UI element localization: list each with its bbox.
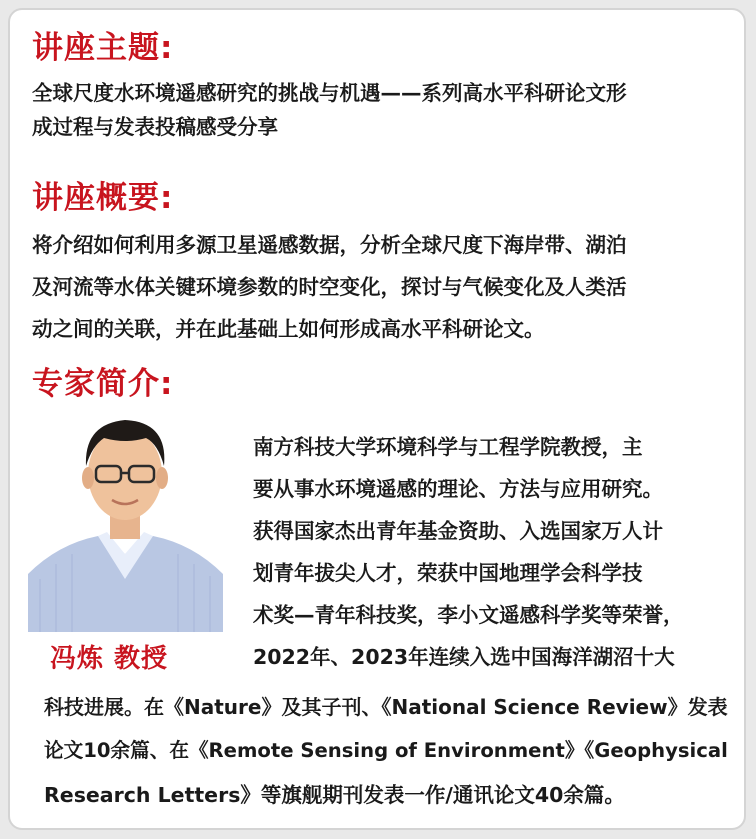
bio-bottom-line-2: 论文10余篇、在《Remote Sensing of Environment》《Geophysical xyxy=(44,739,728,762)
bio-line-6: 2022年、2023年连续入选中国海洋湖沼十大 xyxy=(253,645,675,669)
lecture-card xyxy=(8,8,746,830)
bio-line-2: 要从事水环境遥感的理论、方法与应用研究。 xyxy=(253,477,663,501)
topic-heading: 讲座主题: xyxy=(32,30,174,66)
bio-line-1: 南方科技大学环境科学与工程学院教授，主 xyxy=(253,435,643,459)
summary-line-1: 将介绍如何利用多源卫星遥感数据，分析全球尺度下海岸带、湖泊 xyxy=(32,233,627,257)
bio-line-3: 获得国家杰出青年基金资助、入选国家万人计 xyxy=(253,519,663,543)
summary-line-2: 及河流等水体关键环境参数的时空变化，探讨与气候变化及人类活 xyxy=(32,275,627,299)
bio-bottom-line-1: 科技进展。在《Nature》及其子刊、《National Science Review》发表 xyxy=(44,695,728,719)
expert-heading: 专家简介: xyxy=(32,366,174,402)
bio-line-5: 术奖—青年科技奖，李小文遥感科学奖等荣誉， xyxy=(253,603,684,627)
topic-line-1: 全球尺度水环境遥感研究的挑战与机遇——系列高水平科研论文形 xyxy=(32,81,627,105)
summary-line-3: 动之间的关联，并在此基础上如何形成高水平科研论文。 xyxy=(32,317,545,341)
bio-line-4: 划青年拔尖人才，荣获中国地理学会科学技 xyxy=(253,561,643,585)
topic-line-2: 成过程与发表投稿感受分享 xyxy=(32,115,278,139)
expert-name: 冯炼 教授 xyxy=(50,644,169,674)
summary-heading: 讲座概要: xyxy=(32,180,174,216)
bio-bottom-line-3: Research Letters》等旗舰期刊发表一作/通讯论文40余篇。 xyxy=(44,783,625,807)
expert-portrait-photo xyxy=(28,404,223,632)
